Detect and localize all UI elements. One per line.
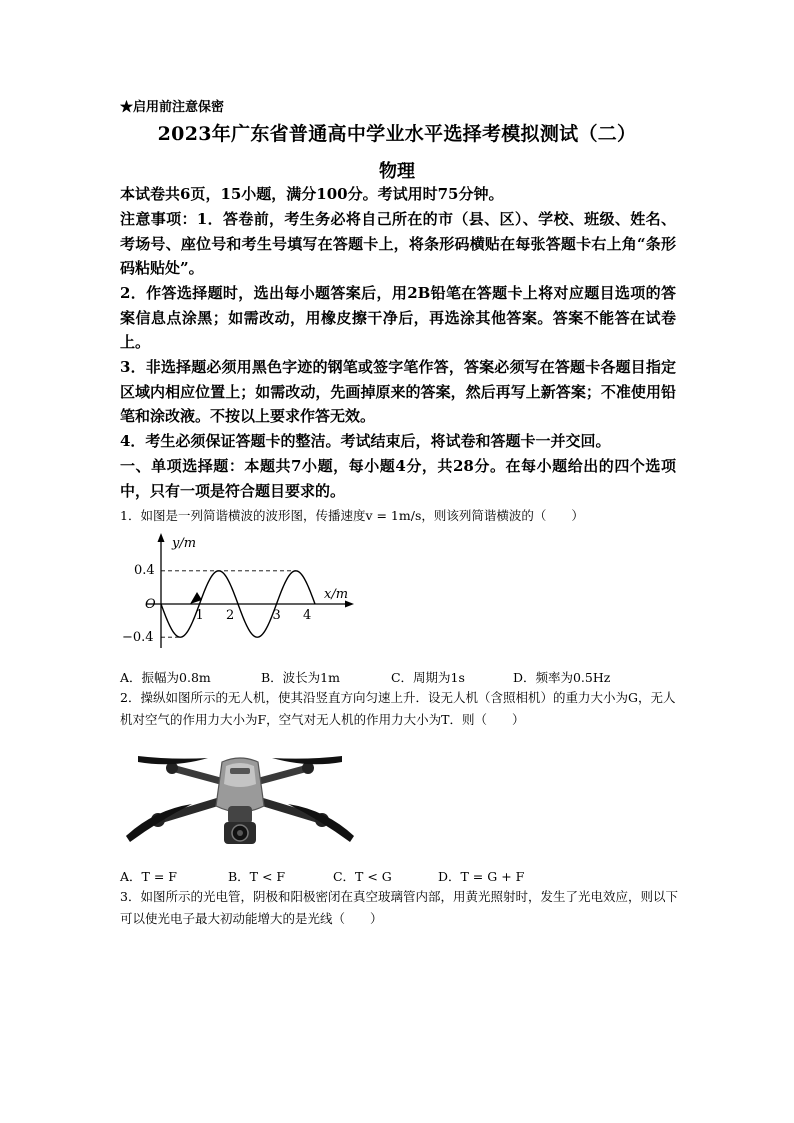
q1-option-b: B．波长为1m bbox=[260, 670, 340, 685]
q1-option-d: D．频率为0.5Hz bbox=[512, 670, 611, 685]
exam-title: 2023年广东省普通高中学业水平选择考模拟测试（二） bbox=[157, 123, 637, 145]
wave-figure bbox=[118, 530, 368, 655]
x-tick-2: 2 bbox=[226, 608, 235, 623]
q1-stem: 1．如图是一列简谐横波的波形图，传播速度v = 1m/s，则该列简谐横波的（ ） bbox=[120, 508, 584, 523]
subject-title: 物理 bbox=[379, 161, 415, 182]
q2-option-d: D．T = G + F bbox=[437, 869, 525, 884]
note-2: 2．作答选择题时，选出每小题答案后，用2B铅笔在答题卡上将对应题目选项的答案信息点涂黑；如需改动，用橡皮擦干净后，再选涂其他答案。答案不能答在试卷上。 bbox=[120, 284, 676, 351]
note-1: 注意事项：1．答卷前，考生务必将自己所在的市（县、区）、学校、班级、姓名、考场号、座位号和考生号填写在答题卡上，将条形码横贴在每张答题卡右上角“条形码粘贴处”。 bbox=[120, 210, 676, 277]
section-heading: 一、单项选择题：本题共7小题，每小题4分，共28分。在每小题给出的四个选项中，只有一项是符合题目要求的。 bbox=[120, 457, 676, 500]
x-tick-3: 3 bbox=[272, 608, 281, 623]
propeller-front-left bbox=[138, 756, 208, 764]
drone-image bbox=[124, 740, 356, 852]
x-tick-1: 1 bbox=[195, 608, 204, 623]
q2-options bbox=[120, 867, 680, 885]
y-axis-arrow bbox=[158, 533, 165, 542]
x-axis-label: x/m bbox=[324, 587, 349, 602]
y-axis-label: y/m bbox=[172, 536, 197, 551]
y-tick-top: 0.4 bbox=[134, 563, 155, 578]
note-4: 4．考生必须保证答题卡的整洁。考试结束后，将试卷和答题卡一并交回。 bbox=[120, 432, 611, 450]
note-3: 3．非选择题必须用黑色字迹的钢笔或签字笔作答，答案必须写在答题卡各题目指定区域内相应位置上；如需改动，先画掉原来的答案，然后再写上新答案；不准使用铅笔和涂改液。不按以上要求作答无效。 bbox=[120, 358, 676, 425]
q1-option-c: C．周期为1s bbox=[390, 670, 465, 685]
propeller-front-right bbox=[272, 756, 342, 764]
q2-option-c: C．T < G bbox=[332, 869, 392, 884]
q1-option-a: A．振幅为0.8m bbox=[120, 670, 211, 685]
secrecy-notice: ★启用前注意保密 bbox=[120, 100, 225, 115]
q3-stem: 3．如图所示的光电管，阴极和阳极密闭在真空玻璃管内部，用黄光照射时，发生了光电效应，则以下可以使光电子最大初动能增大的是光线（ ） bbox=[120, 889, 678, 926]
q2-stem: 2．操纵如图所示的无人机，使其沿竖直方向匀速上升．设无人机（含照相机）的重力大小为G，无人机对空气的作用力大小为F，空气对无人机的作用力大小为T．则（ ） bbox=[120, 690, 676, 727]
x-tick-4: 4 bbox=[303, 608, 312, 623]
exam-info: 本试卷共6页，15小题，满分100分。考试用时75分钟。 bbox=[120, 185, 504, 203]
q1-options bbox=[120, 668, 680, 686]
q2-option-b: B．T < F bbox=[227, 869, 286, 884]
y-tick-bottom: −0.4 bbox=[122, 630, 154, 645]
origin-label: O bbox=[145, 597, 156, 612]
q2-option-a: A．T = F bbox=[120, 869, 177, 884]
